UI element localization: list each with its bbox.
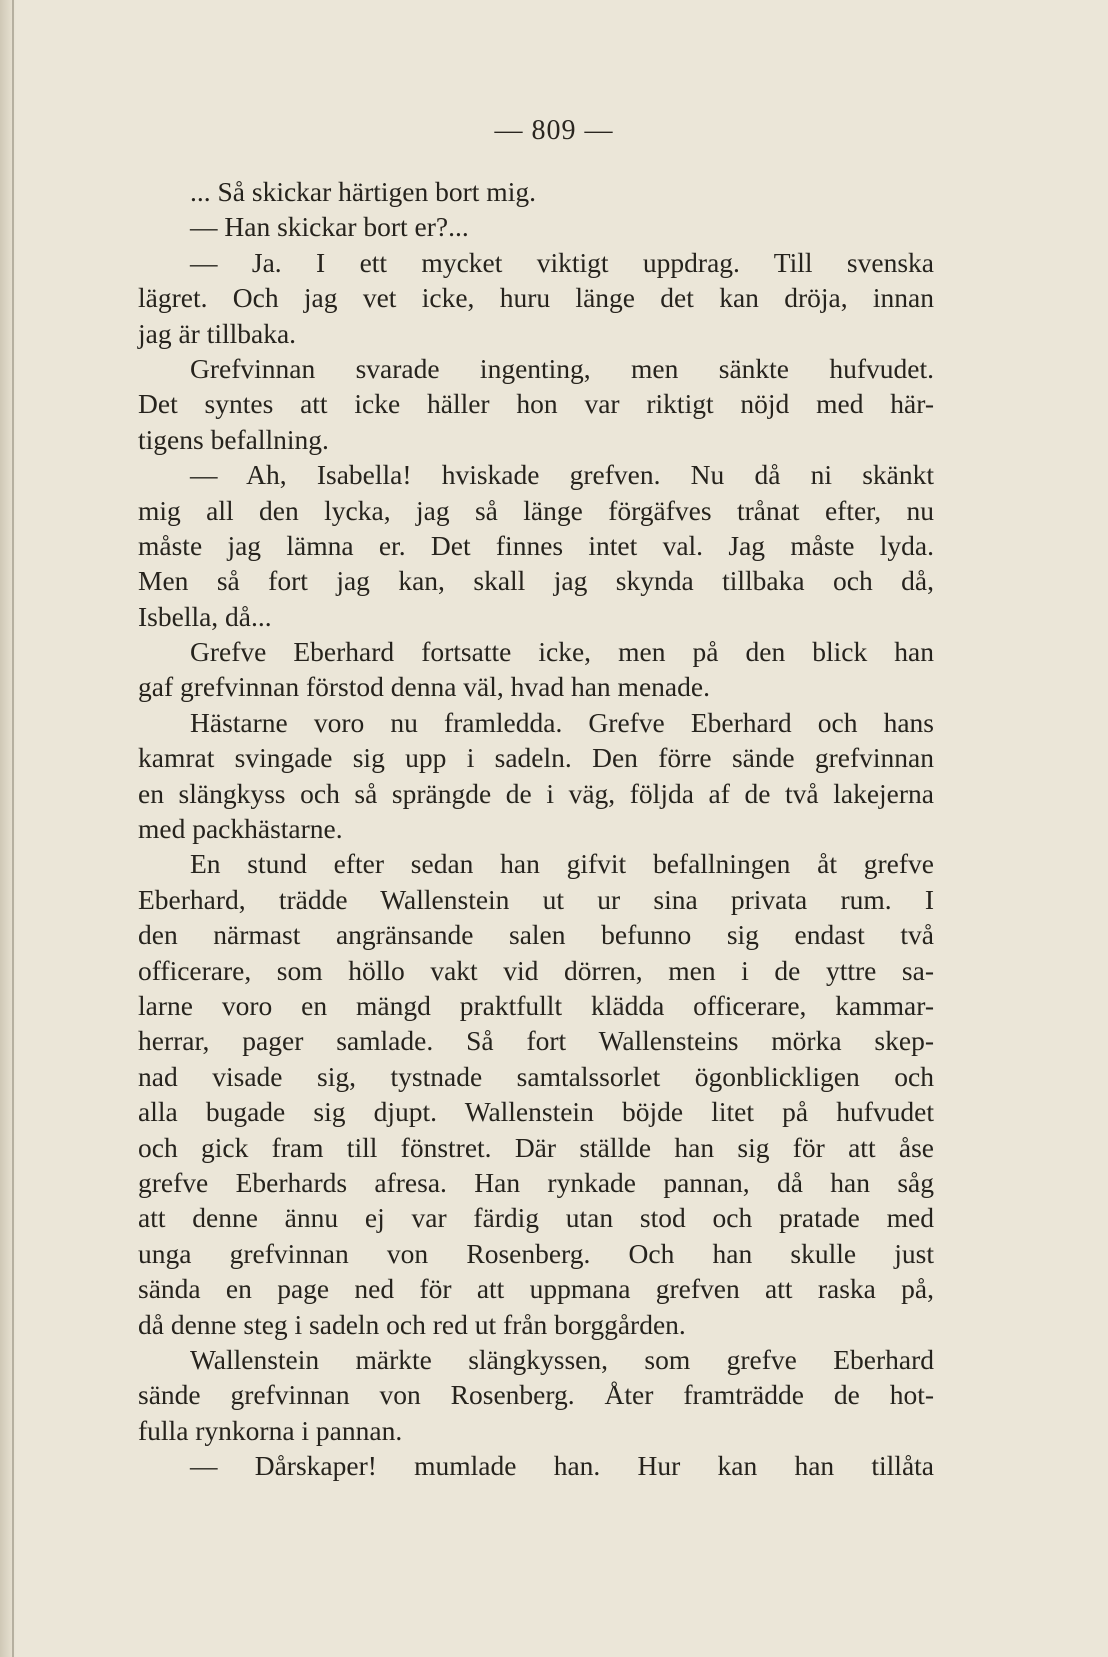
text-line: Grefve Eberhard fortsatte icke, men på den blick han [190,636,934,668]
text-line: — Dårskaper! mumlade han. Hur kan han tillåta [190,1450,934,1482]
text-line: mig all den lycka, jag så länge förgäfves trånat efter, nu [138,494,934,526]
text-line: tigens befallning. [138,423,329,455]
text-line: kamrat svingade sig upp i sadeln. Den förre sände grefvinnan [138,742,934,774]
text-line: — Ja. I ett mycket viktigt uppdrag. Till svenska [190,246,934,278]
text-line: och gick fram till fönstret. Där ställde han sig för att åse [138,1131,934,1163]
text-line: — Han skickar bort er?... [190,211,469,243]
text-line: Men så fort jag kan, skall jag skynda tillbaka och då, [138,565,934,597]
text-line: — Ah, Isabella! hviskade grefven. Nu då ni skänkt [190,459,934,491]
text-line: herrar, pager samlade. Så fort Wallensteins mörka skep- [138,1025,934,1057]
text-line: unga grefvinnan von Rosenberg. Och han skulle just [138,1237,934,1269]
text-line: Hästarne voro nu framledda. Grefve Eberhard och hans [190,706,934,738]
text-line: en slängkyss och så sprängde de i väg, följda af de två lakejerna [138,777,934,809]
text-line: ... Så skickar härtigen bort mig. [190,176,536,207]
text-line: måste jag lämna er. Det finnes intet val. Jag måste lyda. [138,529,934,561]
text-line: Wallenstein märkte slängkyssen, som grefve Eberhard [190,1343,934,1375]
text-line: med packhästarne. [138,813,343,845]
text-line: alla bugade sig djupt. Wallenstein böjde litet på hufvudet [138,1096,934,1128]
text-line: gaf grefvinnan förstod denna väl, hvad han menade. [138,671,710,703]
text-line: officerare, som höllo vakt vid dörren, men i de yttre sa- [138,954,934,986]
text-line: larne voro en mängd praktfullt klädda officerare, kammar- [138,989,934,1021]
text-line: lägret. Och jag vet icke, huru länge det kan dröja, innan [138,282,934,314]
text-line: sända en page ned för att uppmana grefven att raska på, [138,1273,934,1305]
text-line: Isbella, då... [138,600,272,632]
text-line: att denne ännu ej var färdig utan stod och pratade med [138,1202,934,1234]
text-line: grefve Eberhards afresa. Han rynkade pannan, då han såg [138,1166,934,1198]
text-line: den närmast angränsande salen befunno sig endast två [138,919,934,951]
body-text [138,174,934,1483]
text-line: Eberhard, trädde Wallenstein ut ur sina privata rum. I [138,883,934,915]
text-line: nad visade sig, tystnade samtalssorlet ögonblickligen och [138,1060,934,1092]
page-number: — 809 — [494,115,614,146]
text-line: jag är tillbaka. [138,317,297,349]
page-edge-line [12,0,14,1657]
text-line: Grefvinnan svarade ingenting, men sänkte hufvudet. [190,352,934,384]
text-line: då denne steg i sadeln och red ut från borggården. [138,1308,686,1340]
text-line: Det syntes att icke häller hon var riktigt nöjd med här- [138,388,934,420]
text-line: fulla rynkorna i pannan. [138,1414,403,1446]
text-line: sände grefvinnan von Rosenberg. Åter framträdde de hot- [138,1379,934,1411]
text-line: En stund efter sedan han gifvit befallningen åt grefve [190,848,934,880]
